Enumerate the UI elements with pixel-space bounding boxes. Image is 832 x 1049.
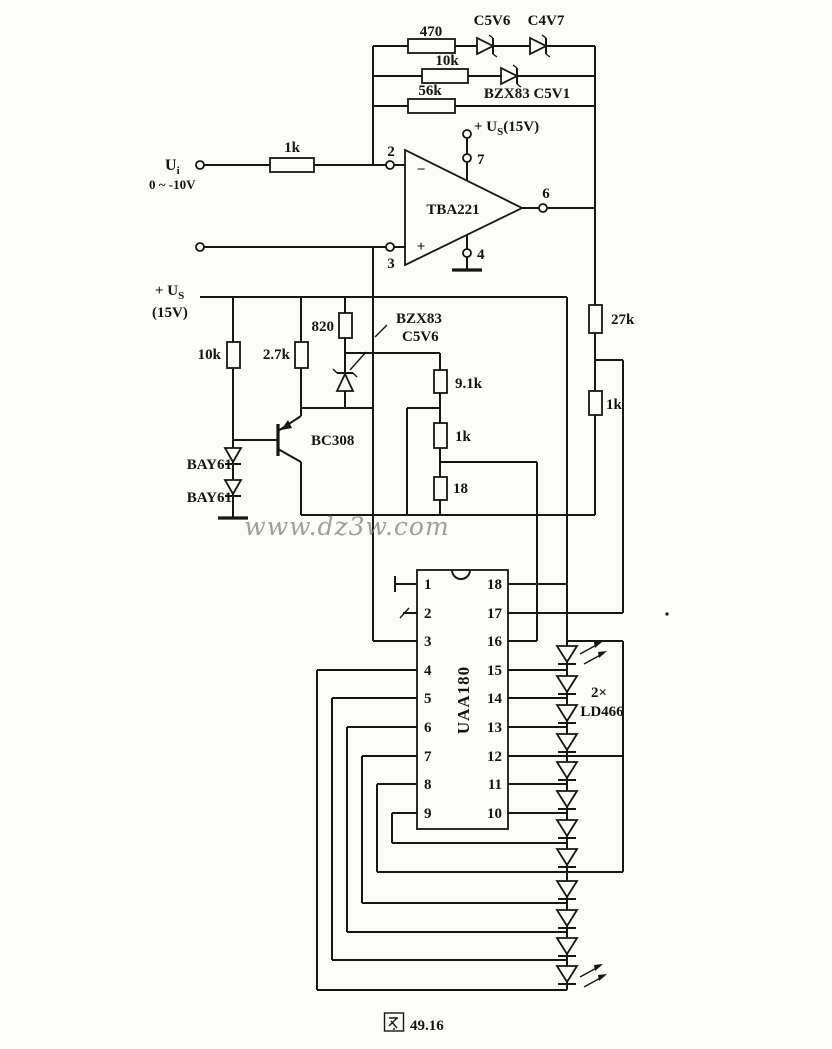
opamp-wires — [200, 134, 595, 270]
label-bzx83-line2: C5V6 — [402, 329, 439, 345]
label-c5v6-top: C5V6 — [473, 13, 511, 29]
label-vcc-top: + $U_S(15V)$ — [474, 119, 540, 138]
opamp-plus-sign: + — [416, 239, 426, 255]
label-18: 18 — [453, 481, 468, 497]
opamp-minus-sign: − — [416, 162, 426, 178]
stray-dot — [665, 612, 668, 615]
svg-text:18: 18 — [487, 577, 502, 593]
label-27k: 27k — [611, 312, 635, 328]
label-us-mid-volts: (15V) — [152, 305, 188, 321]
svg-text:4: 4 — [424, 663, 432, 679]
label-10k-bias: 10k — [197, 347, 221, 363]
zener-c4v7-icon — [530, 35, 550, 57]
resistor-820 — [339, 313, 352, 338]
label-uaa180: UAA180 — [454, 665, 473, 735]
label-1k-right: 1k — [606, 397, 622, 413]
resistor-1k-divider — [434, 423, 447, 448]
input-terminal-ui — [196, 161, 204, 169]
label-pin3: 3 — [387, 256, 395, 272]
led-3 — [557, 705, 577, 723]
led-5 — [557, 762, 577, 780]
caption — [385, 1013, 445, 1034]
resistor-10k-feedback — [422, 69, 468, 83]
opamp-pin4-node — [463, 249, 471, 257]
svg-text:15: 15 — [487, 663, 502, 679]
opamp-part-label: TBA221 — [426, 202, 480, 218]
opamp-tba221 — [405, 150, 522, 265]
led-light-arrows-top — [580, 641, 607, 664]
svg-text:13: 13 — [487, 720, 502, 736]
svg-text:11: 11 — [487, 777, 502, 793]
svg-text:5: 5 — [424, 691, 432, 707]
resistor-9k1 — [434, 370, 447, 393]
resistor-470 — [408, 39, 455, 53]
label-2k7: 2.7k — [262, 347, 290, 363]
resistor-10k-bias — [227, 342, 240, 368]
caption-number: 49.16 — [410, 1018, 444, 1034]
label-c4v7: C4V7 — [527, 13, 565, 29]
vcc-terminal — [463, 130, 471, 138]
led-2 — [557, 676, 577, 694]
supply-rail-wires — [197, 247, 595, 990]
label-9k1: 9.1k — [455, 376, 483, 392]
led-4 — [557, 734, 577, 752]
label-pin4: 4 — [477, 247, 485, 263]
svg-text:8: 8 — [424, 777, 432, 793]
led-12 — [557, 966, 577, 984]
led-6 — [557, 791, 577, 809]
label-bc308: BC308 — [311, 433, 355, 449]
svg-text:7: 7 — [424, 749, 432, 765]
label-pin6: 6 — [542, 186, 550, 202]
ic-right-pin-numbers — [487, 577, 503, 822]
svg-text:2: 2 — [424, 606, 432, 622]
opamp-pin7-node — [463, 154, 471, 162]
watermark-text: www.dz3w.com — [244, 512, 450, 541]
led-10 — [557, 910, 577, 928]
led-light-arrows-bottom — [580, 964, 607, 987]
resistor-2k7 — [295, 342, 308, 368]
label-bay61-2: BAY61 — [186, 490, 232, 506]
label-bzx83-c5v1: BZX83 C5V1 — [483, 86, 571, 102]
opamp-pin6-node — [539, 204, 547, 212]
label-470: 470 — [419, 24, 443, 40]
label-led-part: LD466 — [580, 704, 624, 720]
svg-text:16: 16 — [487, 634, 502, 650]
label-input-ui: $U_i$ — [165, 157, 180, 177]
label-bzx83-line1: BZX83 — [396, 311, 442, 327]
svg-text:10: 10 — [487, 806, 502, 822]
resistor-27k — [589, 305, 602, 333]
opamp-pin3-node — [386, 243, 394, 251]
led-8 — [557, 849, 577, 867]
svg-text:9: 9 — [424, 806, 432, 822]
label-1k-input: 1k — [284, 140, 300, 156]
led-7 — [557, 820, 577, 838]
led-11 — [557, 938, 577, 956]
zener-c5v6-icon — [477, 35, 497, 57]
opamp-pin2-node — [386, 161, 394, 169]
label-820: 820 — [311, 319, 334, 335]
resistor-1k-input — [270, 158, 314, 172]
svg-text:12: 12 — [487, 749, 502, 765]
label-56k: 56k — [418, 83, 442, 99]
label-bay61-1: BAY61 — [186, 457, 232, 473]
ic-left-pin-numbers — [424, 577, 432, 822]
caption-cjk-glyph — [385, 1013, 404, 1031]
label-input-range: 0 ~ -10V — [149, 177, 196, 192]
transistor-bc308 — [233, 416, 301, 515]
resistor-1k-right — [589, 391, 602, 415]
resistor-18 — [434, 477, 447, 500]
input-terminal-low — [196, 243, 204, 251]
svg-text:3: 3 — [424, 634, 432, 650]
zener-bzx83-c5v1-icon — [501, 65, 521, 87]
label-pin7: 7 — [477, 152, 485, 168]
led-1 — [557, 646, 577, 664]
led-9 — [557, 881, 577, 899]
label-10k-feedback: 10k — [435, 53, 459, 69]
svg-text:17: 17 — [487, 606, 502, 622]
svg-text:14: 14 — [487, 691, 502, 707]
label-us-mid: + $U_S$ — [155, 283, 185, 302]
svg-text:1: 1 — [424, 577, 432, 593]
label-led-qty: 2× — [590, 685, 608, 701]
svg-text:6: 6 — [424, 720, 432, 736]
label-1k-divider: 1k — [455, 429, 471, 445]
label-pin2: 2 — [387, 144, 395, 160]
resistor-56k — [408, 99, 455, 113]
